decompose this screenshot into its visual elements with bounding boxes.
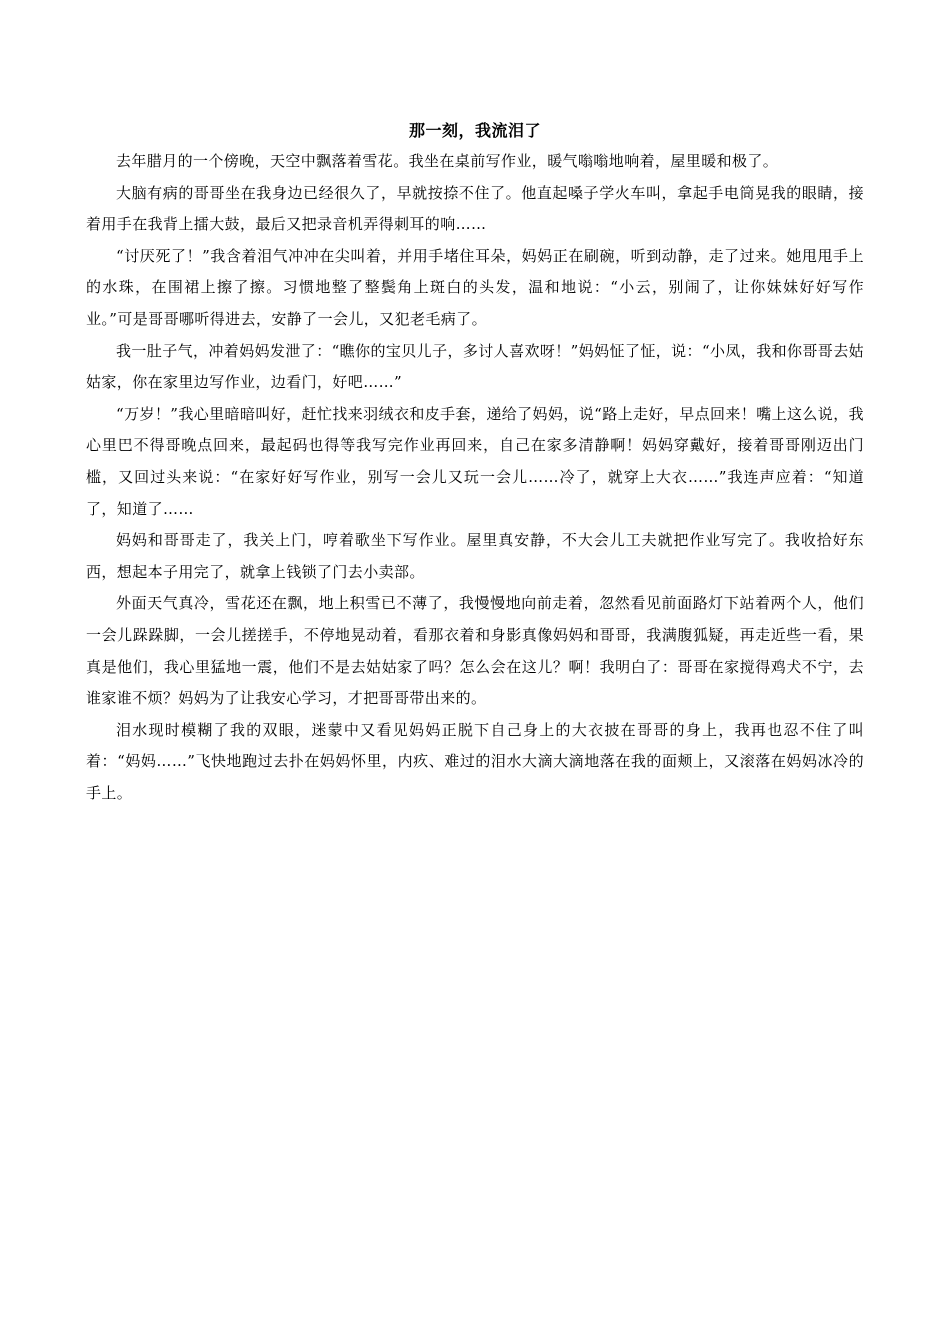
page-title: 那一刻，我流泪了 [408, 121, 541, 140]
paragraph-4: 我一肚子气，冲着妈妈发泄了：“瞧你的宝贝儿子，多讨人喜欢呀！”妈妈怔了怔，说：“小凤，我和你哥哥去姑姑家，你在家里边写作业，边看门，好吧……” [86, 341, 865, 392]
paragraph-2: 大脑有病的哥哥坐在我身边已经很久了，早就按捺不住了。他直起嗓子学火车叫，拿起手电筒晃我的眼睛，接着用手在我背上擂大鼓，最后又把录音机弄得刺耳的响…… [86, 183, 864, 234]
paragraph-8: 泪水现时模糊了我的双眼，迷蒙中又看见妈妈正脱下自己身上的大衣披在哥哥的身上，我再也忍不住了叫着：“妈妈……”飞快地跑过去扑在妈妈怀里，内疚、难过的泪水大滴大滴地落在我的面颊上，又滚落在妈妈冰冷的手上。 [86, 720, 864, 802]
document-page [86, 118, 864, 809]
paragraph-5: “万岁！”我心里暗暗叫好，赶忙找来羽绒衣和皮手套，递给了妈妈，说“路上走好，早点回来！嘴上这么说，我心里巴不得哥晚点回来，最起码也得等我写完作业再回来，自己在家多清静啊！妈妈穿戴好，接着哥哥刚迈出门槛，又回过头来说：“在家好好写作业，别写一会儿又玩一会儿……冷了，就穿上大衣……”我连声应着：“知道了，知道了…… [86, 404, 865, 518]
paragraph-7: 外面天气真冷，雪花还在飘，地上积雪已不薄了，我慢慢地向前走着，忽然看见前面路灯下站着两个人，他们一会儿跺跺脚，一会儿搓搓手，不停地晃动着，看那衣着和身影真像妈妈和哥哥，我满腹狐疑，再走近些一看，果真是他们，我心里猛地一震，他们不是去姑姑家了吗？怎么会在这儿？啊！我明白了：哥哥在家搅得鸡犬不宁，去谁家谁不烦？妈妈为了让我安心学习，才把哥哥带出来的。 [86, 594, 864, 708]
paragraph-3: “讨厌死了！”我含着泪气冲冲在尖叫着，并用手堵住耳朵，妈妈正在刷碗，听到动静，走了过来。她甩甩手上的水珠，在围裙上擦了擦。习惯地整了整鬓角上斑白的头发，温和地说：“小云，别闹了，让你妹妹好好写作业。”可是哥哥哪听得进去，安静了一会儿，又犯老毛病了。 [86, 246, 864, 328]
paragraph-6: 妈妈和哥哥走了，我关上门，哼着歌坐下写作业。屋里真安静，不大会儿工夫就把作业写完了。我收拾好东西，想起本子用完了，就拿上钱锁了门去小卖部。 [86, 531, 864, 581]
paragraph-1: 去年腊月的一个傍晚，天空中飘落着雪花。我坐在桌前写作业，暖气嗡嗡地响着，屋里暖和极了。 [116, 152, 779, 170]
